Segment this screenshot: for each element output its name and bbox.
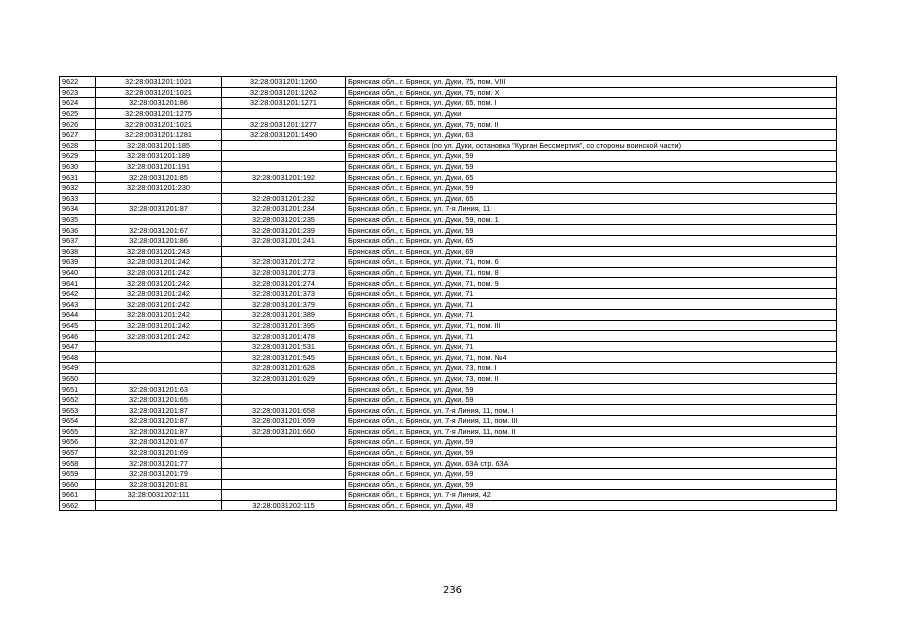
address-cell: Брянская обл., г. Брянск, ул. Дуки, 59	[346, 384, 837, 395]
table-row	[60, 108, 837, 119]
parent-cadastral-number-cell: 32:28:0031201:63	[96, 384, 222, 395]
table-row	[60, 405, 837, 416]
table-row	[60, 161, 837, 172]
parent-cadastral-number-cell: 32:28:0031201:242	[96, 257, 222, 268]
object-cadastral-number-cell: 32:28:0031201:629	[222, 373, 346, 384]
row-number-cell: 9647	[60, 341, 96, 352]
address-cell: Брянская обл., г. Брянск, ул. Дуки, 59	[346, 225, 837, 236]
parent-cadastral-number-cell: 32:28:0031201:87	[96, 416, 222, 427]
row-number-cell: 9639	[60, 257, 96, 268]
address-cell: Брянская обл., г. Брянск, ул. 7-я Линия, 42	[346, 490, 837, 501]
parent-cadastral-number-cell: 32:28:0031201:243	[96, 246, 222, 257]
parent-cadastral-number-cell	[96, 214, 222, 225]
object-cadastral-number-cell: 32:28:0031201:389	[222, 310, 346, 321]
address-cell: Брянская обл., г. Брянск, ул. Дуки, 59	[346, 151, 837, 162]
table-row	[60, 172, 837, 183]
address-cell: Брянская обл., г. Брянск, ул. 7-я Линия, 11, пом. III	[346, 416, 837, 427]
object-cadastral-number-cell	[222, 458, 346, 469]
address-cell: Брянская обл., г. Брянск, ул. 7-я Линия, 11	[346, 204, 837, 215]
address-cell: Брянская обл., г. Брянск, ул. Дуки, 71	[346, 299, 837, 310]
parent-cadastral-number-cell: 32:28:0031201:86	[96, 98, 222, 109]
row-number-cell: 9643	[60, 299, 96, 310]
table-row	[60, 352, 837, 363]
parent-cadastral-number-cell: 32:28:0031201:77	[96, 458, 222, 469]
object-cadastral-number-cell: 32:28:0031201:273	[222, 267, 346, 278]
row-number-cell: 9648	[60, 352, 96, 363]
table-row	[60, 204, 837, 215]
table-row	[60, 278, 837, 289]
page-number: 236	[442, 585, 463, 596]
object-cadastral-number-cell	[222, 384, 346, 395]
address-cell: Брянская обл., г. Брянск, ул. Дуки, 49	[346, 500, 837, 511]
address-cell: Брянская обл., г. Брянск, ул. Дуки, 71	[346, 288, 837, 299]
table-row	[60, 119, 837, 130]
object-cadastral-number-cell: 32:28:0031201:658	[222, 405, 346, 416]
address-cell: Брянская обл., г. Брянск, ул. Дуки, 71	[346, 341, 837, 352]
address-cell: Брянская обл., г. Брянск, ул. Дуки, 65, пом. I	[346, 98, 837, 109]
object-cadastral-number-cell: 32:28:0031201:395	[222, 320, 346, 331]
parent-cadastral-number-cell: 32:28:0031201:86	[96, 235, 222, 246]
parent-cadastral-number-cell: 32:28:0031201:242	[96, 320, 222, 331]
object-cadastral-number-cell: 32:28:0031201:478	[222, 331, 346, 342]
object-cadastral-number-cell: 32:28:0031201:1277	[222, 119, 346, 130]
row-number-cell: 9661	[60, 490, 96, 501]
object-cadastral-number-cell	[222, 394, 346, 405]
row-number-cell: 9624	[60, 98, 96, 109]
object-cadastral-number-cell: 32:28:0031201:1490	[222, 129, 346, 140]
object-cadastral-number-cell: 32:28:0031201:235	[222, 214, 346, 225]
row-number-cell: 9656	[60, 437, 96, 448]
parent-cadastral-number-cell: 32:28:0031201:81	[96, 479, 222, 490]
parent-cadastral-number-cell: 32:28:0031201:191	[96, 161, 222, 172]
parent-cadastral-number-cell	[96, 500, 222, 511]
parent-cadastral-number-cell: 32:28:0031201:79	[96, 468, 222, 479]
address-cell: Брянская обл., г. Брянск, ул. Дуки, 71, пом. 6	[346, 257, 837, 268]
row-number-cell: 9627	[60, 129, 96, 140]
address-cell: Брянская обл., г. Брянск, ул. Дуки, 71	[346, 310, 837, 321]
parent-cadastral-number-cell: 32:28:0031201:230	[96, 182, 222, 193]
address-cell: Брянская обл., г. Брянск, ул. Дуки, 65	[346, 172, 837, 183]
object-cadastral-number-cell: 32:28:0031201:373	[222, 288, 346, 299]
row-number-cell: 9644	[60, 310, 96, 321]
parent-cadastral-number-cell: 32:28:0031201:1021	[96, 77, 222, 88]
row-number-cell: 9641	[60, 278, 96, 289]
parent-cadastral-number-cell: 32:28:0031201:1021	[96, 87, 222, 98]
table-row	[60, 384, 837, 395]
object-cadastral-number-cell: 32:28:0031201:232	[222, 193, 346, 204]
row-number-cell: 9654	[60, 416, 96, 427]
object-cadastral-number-cell	[222, 246, 346, 257]
object-cadastral-number-cell	[222, 447, 346, 458]
table-row	[60, 151, 837, 162]
table-row	[60, 426, 837, 437]
row-number-cell: 9649	[60, 363, 96, 374]
table-row	[60, 257, 837, 268]
object-cadastral-number-cell: 32:28:0031201:1260	[222, 77, 346, 88]
table-row	[60, 468, 837, 479]
table-row	[60, 447, 837, 458]
row-number-cell: 9638	[60, 246, 96, 257]
object-cadastral-number-cell: 32:28:0031201:628	[222, 363, 346, 374]
row-number-cell: 9660	[60, 479, 96, 490]
row-number-cell: 9636	[60, 225, 96, 236]
row-number-cell: 9632	[60, 182, 96, 193]
object-cadastral-number-cell: 32:28:0031201:1262	[222, 87, 346, 98]
table-row	[60, 87, 837, 98]
row-number-cell: 9622	[60, 77, 96, 88]
address-cell: Брянская обл., г. Брянск, ул. Дуки, 69	[346, 246, 837, 257]
table-row	[60, 331, 837, 342]
row-number-cell: 9626	[60, 119, 96, 130]
object-cadastral-number-cell	[222, 437, 346, 448]
table-row	[60, 310, 837, 321]
row-number-cell: 9662	[60, 500, 96, 511]
address-cell: Брянская обл., г. Брянск, ул. Дуки, 71	[346, 331, 837, 342]
address-cell: Брянская обл., г. Брянск, ул. Дуки, 73, пом. II	[346, 373, 837, 384]
row-number-cell: 9658	[60, 458, 96, 469]
row-number-cell: 9631	[60, 172, 96, 183]
parent-cadastral-number-cell: 32:28:0031201:87	[96, 426, 222, 437]
row-number-cell: 9630	[60, 161, 96, 172]
parent-cadastral-number-cell: 32:28:0031201:242	[96, 331, 222, 342]
parent-cadastral-number-cell: 32:28:0031201:1021	[96, 119, 222, 130]
table-row	[60, 182, 837, 193]
table-row	[60, 299, 837, 310]
object-cadastral-number-cell: 32:28:0031201:272	[222, 257, 346, 268]
address-cell: Брянская обл., г. Брянск, ул. Дуки, 59	[346, 479, 837, 490]
table-row	[60, 267, 837, 278]
object-cadastral-number-cell: 32:28:0031201:659	[222, 416, 346, 427]
address-cell: Брянская обл., г. Брянск, ул. Дуки, 63А стр. 63А	[346, 458, 837, 469]
object-cadastral-number-cell: 32:28:0031201:545	[222, 352, 346, 363]
parent-cadastral-number-cell: 32:28:0031201:65	[96, 394, 222, 405]
table-body	[60, 77, 837, 511]
object-cadastral-number-cell	[222, 490, 346, 501]
row-number-cell: 9653	[60, 405, 96, 416]
object-cadastral-number-cell: 32:28:0031201:239	[222, 225, 346, 236]
object-cadastral-number-cell: 32:28:0031201:192	[222, 172, 346, 183]
parent-cadastral-number-cell: 32:28:0031201:1275	[96, 108, 222, 119]
address-cell: Брянская обл., г. Брянск, ул. Дуки, 71, пом. 8	[346, 267, 837, 278]
parent-cadastral-number-cell	[96, 373, 222, 384]
object-cadastral-number-cell: 32:28:0031201:274	[222, 278, 346, 289]
address-cell: Брянская обл., г. Брянск, ул. Дуки, 71, пом. №4	[346, 352, 837, 363]
row-number-cell: 9651	[60, 384, 96, 395]
address-cell: Брянская обл., г. Брянск, ул. Дуки, 71, пом. III	[346, 320, 837, 331]
row-number-cell: 9655	[60, 426, 96, 437]
table-row	[60, 140, 837, 151]
row-number-cell: 9635	[60, 214, 96, 225]
address-cell: Брянская обл., г. Брянск (по ул. Дуки, остановка "Курган Бессмертия", со стороны воинской части)	[346, 140, 837, 151]
row-number-cell: 9652	[60, 394, 96, 405]
parent-cadastral-number-cell: 32:28:0031201:69	[96, 447, 222, 458]
row-number-cell: 9633	[60, 193, 96, 204]
table-row	[60, 479, 837, 490]
address-cell: Брянская обл., г. Брянск, ул. Дуки, 71, пом. 9	[346, 278, 837, 289]
address-cell: Брянская обл., г. Брянск, ул. Дуки, 65	[346, 193, 837, 204]
object-cadastral-number-cell: 32:28:0031202:115	[222, 500, 346, 511]
parent-cadastral-number-cell: 32:28:0031201:242	[96, 267, 222, 278]
parent-cadastral-number-cell	[96, 341, 222, 352]
object-cadastral-number-cell	[222, 468, 346, 479]
address-cell: Брянская обл., г. Брянск, ул. Дуки, 59	[346, 182, 837, 193]
object-cadastral-number-cell	[222, 108, 346, 119]
object-cadastral-number-cell: 32:28:0031201:531	[222, 341, 346, 352]
object-cadastral-number-cell: 32:28:0031201:234	[222, 204, 346, 215]
object-cadastral-number-cell	[222, 182, 346, 193]
address-cell: Брянская обл., г. Брянск, ул. Дуки, 59	[346, 447, 837, 458]
parent-cadastral-number-cell: 32:28:0031201:1281	[96, 129, 222, 140]
row-number-cell: 9646	[60, 331, 96, 342]
parent-cadastral-number-cell: 32:28:0031201:67	[96, 225, 222, 236]
parent-cadastral-number-cell: 32:28:0031201:185	[96, 140, 222, 151]
parent-cadastral-number-cell	[96, 193, 222, 204]
table-row	[60, 394, 837, 405]
parent-cadastral-number-cell: 32:28:0031201:67	[96, 437, 222, 448]
object-cadastral-number-cell: 32:28:0031201:241	[222, 235, 346, 246]
row-number-cell: 9634	[60, 204, 96, 215]
address-cell: Брянская обл., г. Брянск, ул. Дуки, 63	[346, 129, 837, 140]
parent-cadastral-number-cell: 32:28:0031201:242	[96, 278, 222, 289]
row-number-cell: 9657	[60, 447, 96, 458]
table-row	[60, 214, 837, 225]
address-cell: Брянская обл., г. Брянск, ул. Дуки, 59	[346, 437, 837, 448]
table-row	[60, 98, 837, 109]
row-number-cell: 9640	[60, 267, 96, 278]
row-number-cell: 9623	[60, 87, 96, 98]
parent-cadastral-number-cell: 32:28:0031201:242	[96, 310, 222, 321]
object-cadastral-number-cell	[222, 479, 346, 490]
table-row	[60, 458, 837, 469]
table-row	[60, 288, 837, 299]
object-cadastral-number-cell	[222, 151, 346, 162]
parent-cadastral-number-cell: 32:28:0031201:242	[96, 288, 222, 299]
table-row	[60, 246, 837, 257]
row-number-cell: 9625	[60, 108, 96, 119]
address-cell: Брянская обл., г. Брянск, ул. Дуки, 75, пом. VIII	[346, 77, 837, 88]
table-row	[60, 225, 837, 236]
table-row	[60, 341, 837, 352]
row-number-cell: 9637	[60, 235, 96, 246]
address-cell: Брянская обл., г. Брянск, ул. 7-я Линия, 11, пом. I	[346, 405, 837, 416]
address-cell: Брянская обл., г. Брянск, ул. Дуки, 65	[346, 235, 837, 246]
address-cell: Брянская обл., г. Брянск, ул. Дуки, 59, пом. 1	[346, 214, 837, 225]
address-cell: Брянская обл., г. Брянск, ул. Дуки, 59	[346, 161, 837, 172]
table-row	[60, 490, 837, 501]
table-row	[60, 77, 837, 88]
row-number-cell: 9650	[60, 373, 96, 384]
object-cadastral-number-cell: 32:28:0031201:1271	[222, 98, 346, 109]
address-cell: Брянская обл., г. Брянск, ул. Дуки	[346, 108, 837, 119]
row-number-cell: 9659	[60, 468, 96, 479]
table-row	[60, 320, 837, 331]
table-row	[60, 416, 837, 427]
table-row	[60, 193, 837, 204]
parent-cadastral-number-cell	[96, 363, 222, 374]
parent-cadastral-number-cell: 32:28:0031202:111	[96, 490, 222, 501]
parent-cadastral-number-cell: 32:28:0031201:87	[96, 405, 222, 416]
parent-cadastral-number-cell: 32:28:0031201:87	[96, 204, 222, 215]
parent-cadastral-number-cell: 32:28:0031201:189	[96, 151, 222, 162]
object-cadastral-number-cell: 32:28:0031201:379	[222, 299, 346, 310]
table-row	[60, 373, 837, 384]
row-number-cell: 9629	[60, 151, 96, 162]
row-number-cell: 9642	[60, 288, 96, 299]
table-row	[60, 437, 837, 448]
address-cell: Брянская обл., г. Брянск, ул. Дуки, 75, пом. X	[346, 87, 837, 98]
row-number-cell: 9628	[60, 140, 96, 151]
cadastral-table	[59, 76, 837, 511]
address-cell: Брянская обл., г. Брянск, ул. Дуки, 75, пом. II	[346, 119, 837, 130]
parent-cadastral-number-cell: 32:28:0031201:242	[96, 299, 222, 310]
table-row	[60, 235, 837, 246]
object-cadastral-number-cell	[222, 161, 346, 172]
address-cell: Брянская обл., г. Брянск, ул. Дуки, 73, пом. I	[346, 363, 837, 374]
row-number-cell: 9645	[60, 320, 96, 331]
object-cadastral-number-cell: 32:28:0031201:660	[222, 426, 346, 437]
address-cell: Брянская обл., г. Брянск, ул. 7-я Линия, 11, пом. II	[346, 426, 837, 437]
table-row	[60, 500, 837, 511]
table-row	[60, 363, 837, 374]
table-row	[60, 129, 837, 140]
parent-cadastral-number-cell	[96, 352, 222, 363]
parent-cadastral-number-cell: 32:28:0031201:85	[96, 172, 222, 183]
object-cadastral-number-cell	[222, 140, 346, 151]
address-cell: Брянская обл., г. Брянск, ул. Дуки, 59	[346, 468, 837, 479]
address-cell: Брянская обл., г. Брянск, ул. Дуки, 59	[346, 394, 837, 405]
